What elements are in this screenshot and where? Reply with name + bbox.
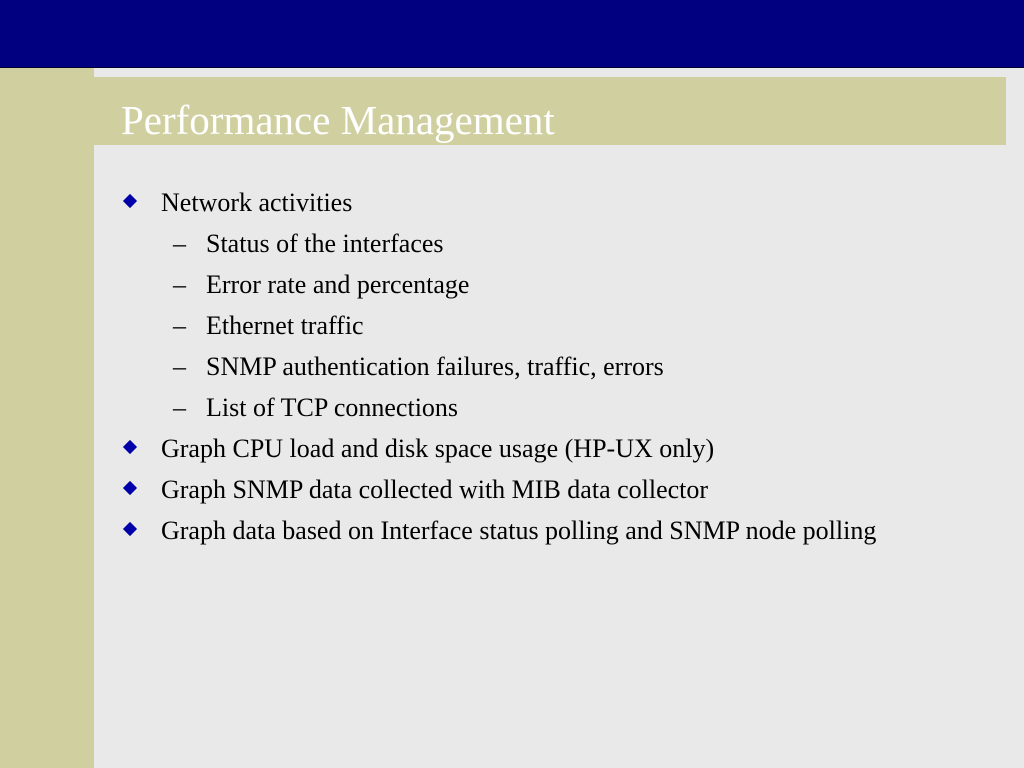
diamond-bullet-icon — [123, 194, 137, 208]
bullet-text: Network activities — [161, 188, 353, 217]
dash-marker: – — [173, 311, 186, 340]
sub-bullet-error-rate — [122, 268, 882, 302]
sub-bullet-ethernet-traffic — [122, 309, 882, 343]
dash-marker: – — [173, 393, 186, 422]
sub-bullet-text: SNMP authentication failures, traffic, errors — [206, 352, 664, 381]
bullet-item-cpu-disk-graph — [122, 432, 882, 466]
sub-bullet-text: Ethernet traffic — [206, 311, 364, 340]
bullet-item-interface-polling-graph — [122, 514, 882, 548]
bullet-text: Graph data based on Interface status polling and SNMP node polling — [161, 516, 877, 545]
sub-bullet-snmp-authentication — [122, 350, 882, 384]
left-band — [0, 68, 94, 768]
bullet-text: Graph CPU load and disk space usage (HP-UX only) — [161, 434, 715, 463]
bullet-text: Graph SNMP data collected with MIB data collector — [161, 475, 709, 504]
dash-marker: – — [173, 352, 186, 381]
diamond-bullet-icon — [123, 481, 137, 495]
bullet-list — [122, 186, 882, 555]
dash-marker: – — [173, 270, 186, 299]
diamond-bullet-icon — [123, 440, 137, 454]
bullet-item-snmp-mib-graph — [122, 473, 882, 507]
bullet-item-network-activities — [122, 186, 882, 220]
top-band — [0, 0, 1024, 68]
dash-marker: – — [173, 229, 186, 258]
sub-bullet-status-of-interfaces — [122, 227, 882, 261]
sub-bullet-tcp-connections — [122, 391, 882, 425]
diamond-bullet-icon — [123, 522, 137, 536]
slide-title: Performance Management — [121, 97, 555, 143]
sub-bullet-text: List of TCP connections — [206, 393, 459, 422]
sub-bullet-text: Status of the interfaces — [206, 229, 444, 258]
sub-bullet-text: Error rate and percentage — [206, 270, 470, 299]
